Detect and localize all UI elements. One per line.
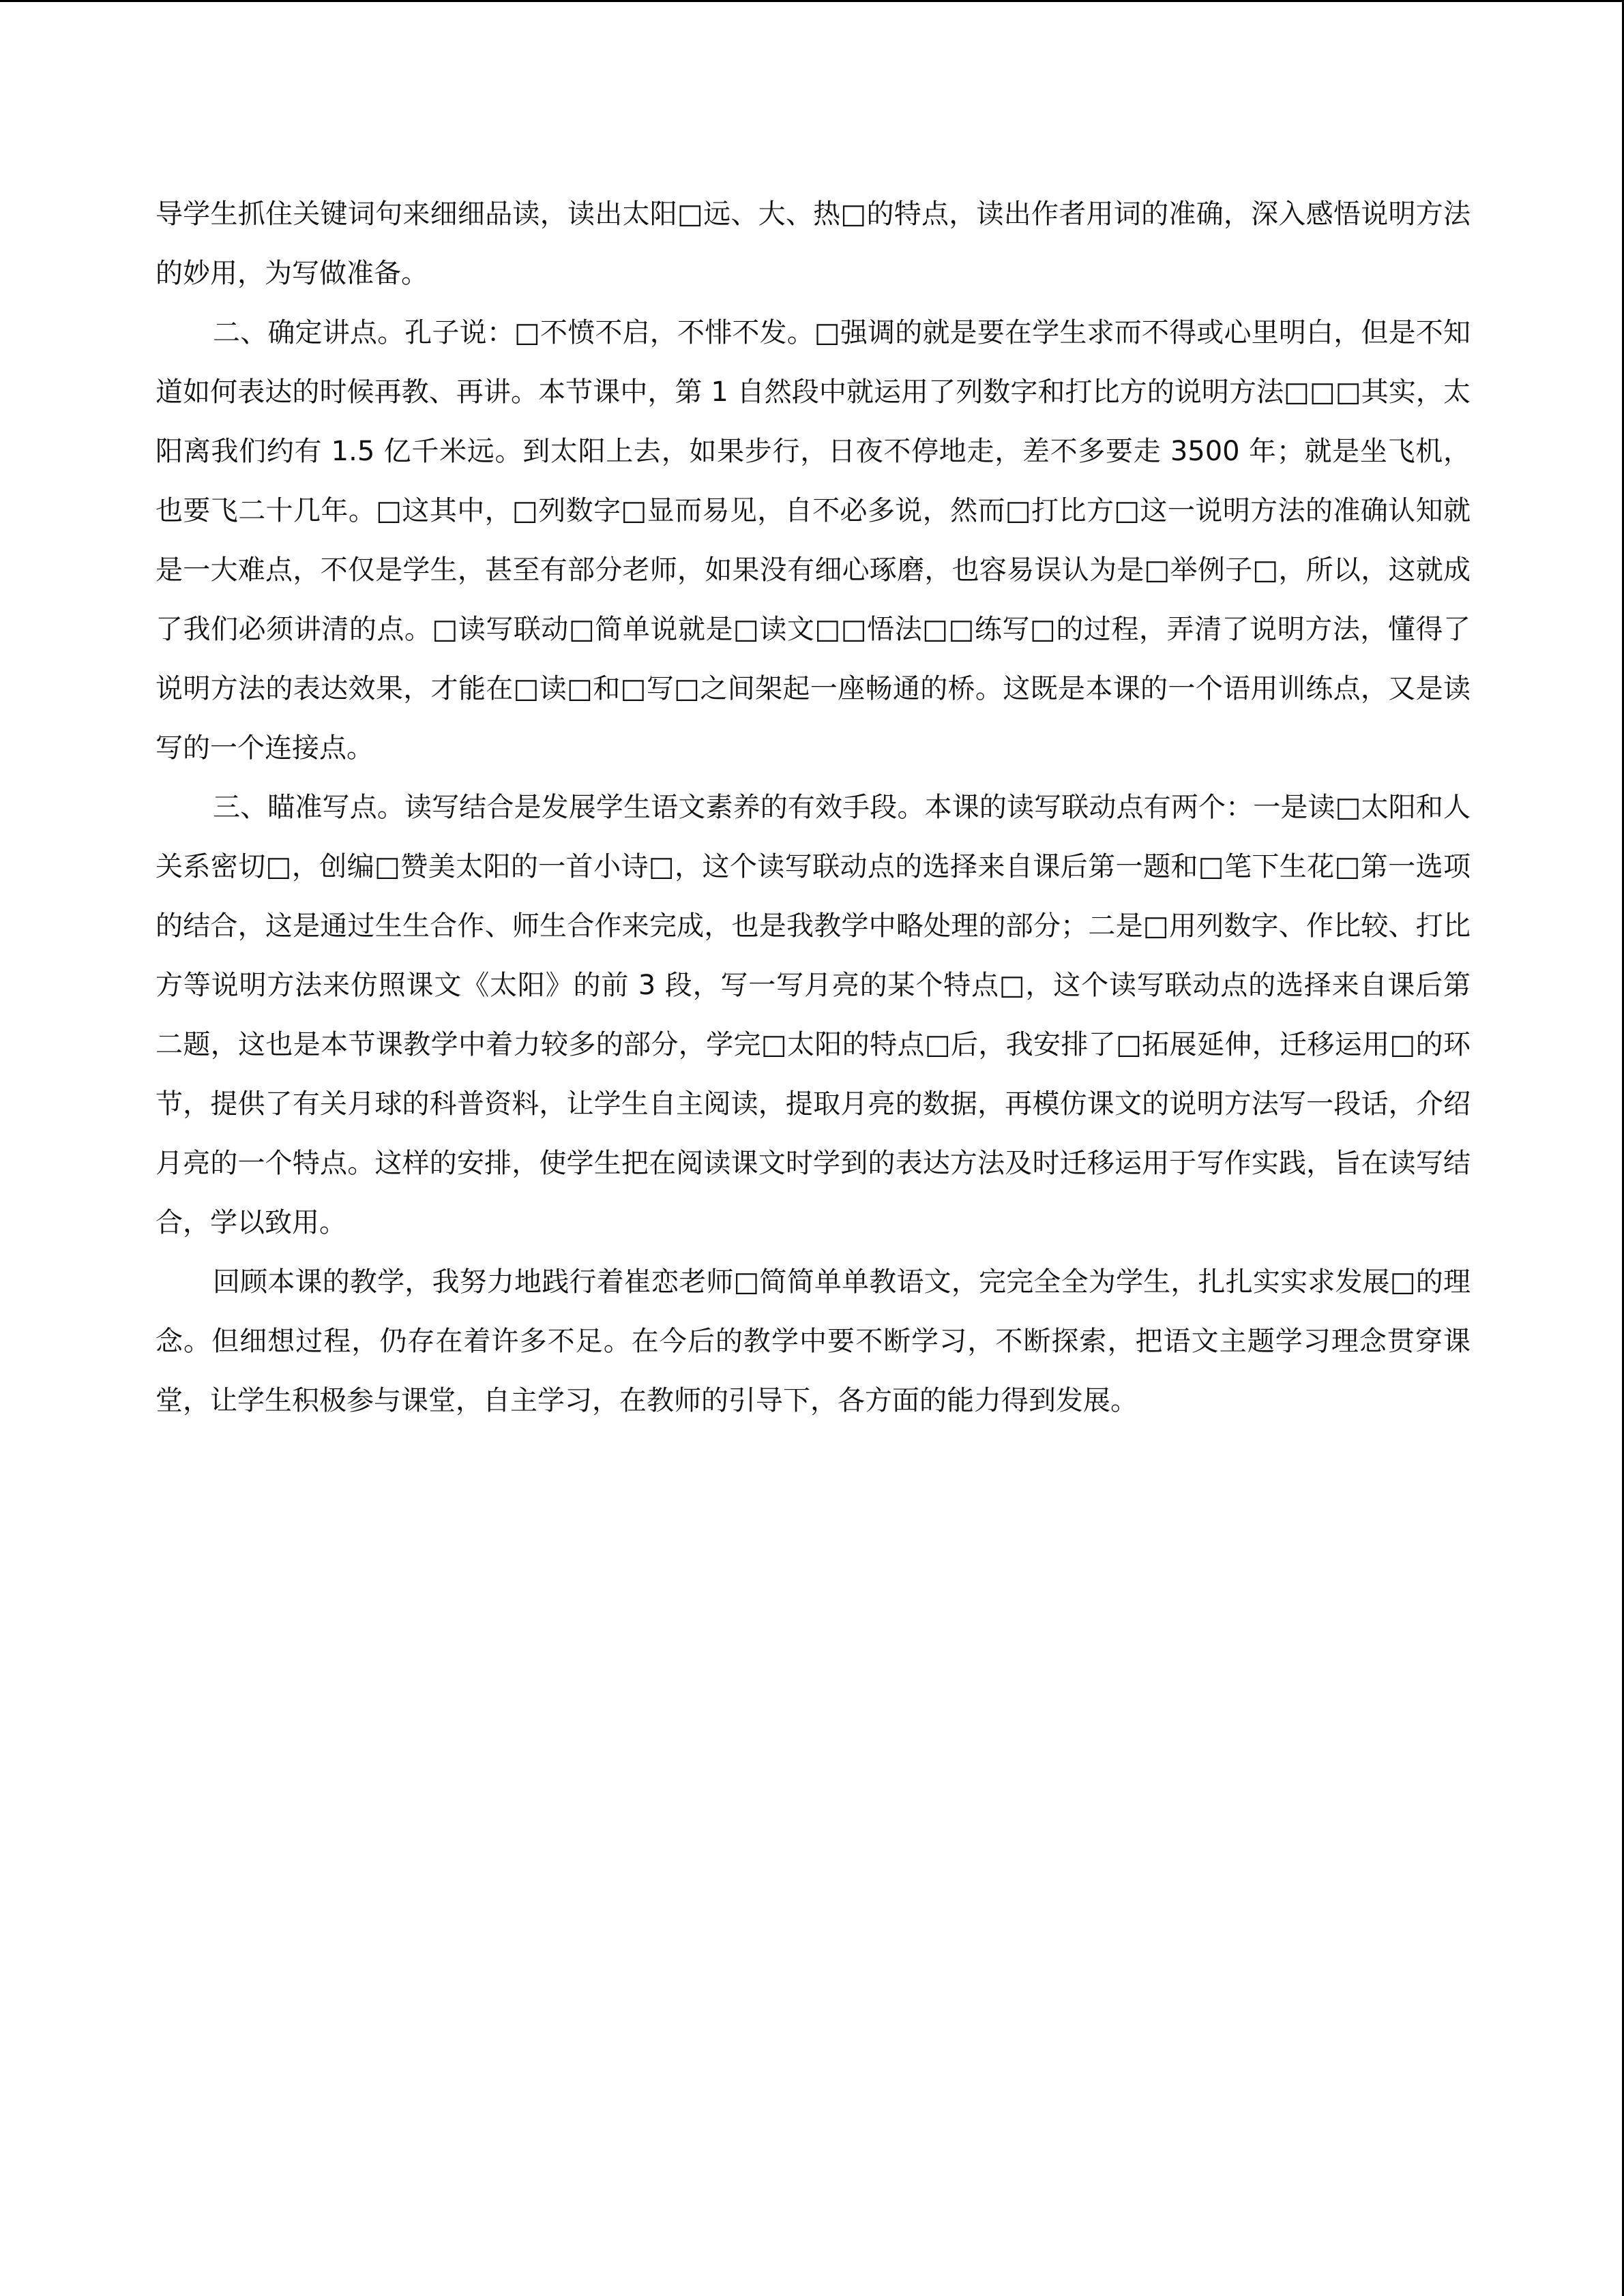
- paragraph-writing-points: 三、瞄准写点。读写结合是发展学生语文素养的有效手段。本课的读写联动点有两个：一是读□太阳和人关系密切□，创编□赞美太阳的一首小诗□，这个读写联动点的选择来自课后第一题和□笔下生花□第一选项的结合，这是通过生生合作、师生合作来完成，也是我教学中略处理的部分；二是□用列数字、作比较、打比方等说明方法来仿照课文《太阳》的前 3 段，写一写月亮的某个特点□，这个读写联动点的选择来自课后第二题，这也是本节课教学中着力较多的部分，学完□太阳的特点□后，我安排了□拓展延伸，迁移运用□的环节，提供了有关月球的科普资料，让学生自主阅读，提取月亮的数据，再模仿课文的说明方法写一段话，介绍月亮的一个特点。这样的安排，使学生把在阅读课文时学到的表达方法及时迁移运用于写作实践，旨在读写结合，学以致用。: [156, 792, 1471, 1238]
- document-body: [156, 185, 1471, 1431]
- paragraph-continuation: 导学生抓住关键词句来细细品读，读出太阳□远、大、热□的特点，读出作者用词的准确，深入感悟说明方法的妙用，为写做准备。: [156, 198, 1471, 289]
- paragraph-reflection: 回顾本课的教学，我努力地践行着崔恋老师□简简单单教语文，完完全全为学生，扎扎实实求发展□的理念。但细想过程，仍存在着许多不足。在今后的教学中要不断学习，不断探索，把语文主题学习理念贯穿课堂，让学生积极参与课堂，自主学习，在教师的引导下，各方面的能力得到发展。: [156, 1266, 1471, 1416]
- paragraph-teaching-points: 二、确定讲点。孔子说：□不愤不启，不悱不发。□强调的就是要在学生求而不得或心里明白，但是不知道如何表达的时候再教、再讲。本节课中，第 1 自然段中就运用了列数字和打比方的说明方法□□□其实，太阳离我们约有 1.5 亿千米远。到太阳上去，如果步行，日夜不停地走，差不多要走 3500 年；就是坐飞机，也要飞二十几年。□这其中，□列数字□显而易见，自不必多说，然而□打比方□这一说明方法的准确认知就是一大难点，不仅是学生，甚至有部分老师，如果没有细心琢磨，也容易误认为是□举例子□，所以，这就成了我们必须讲清的点。□读写联动□简单说就是□读文□□悟法□□练写□的过程，弄清了说明方法，懂得了说明方法的表达效果，才能在□读□和□写□之间架起一座畅通的桥。这既是本课的一个语用训练点，又是读写的一个连接点。: [156, 317, 1471, 764]
